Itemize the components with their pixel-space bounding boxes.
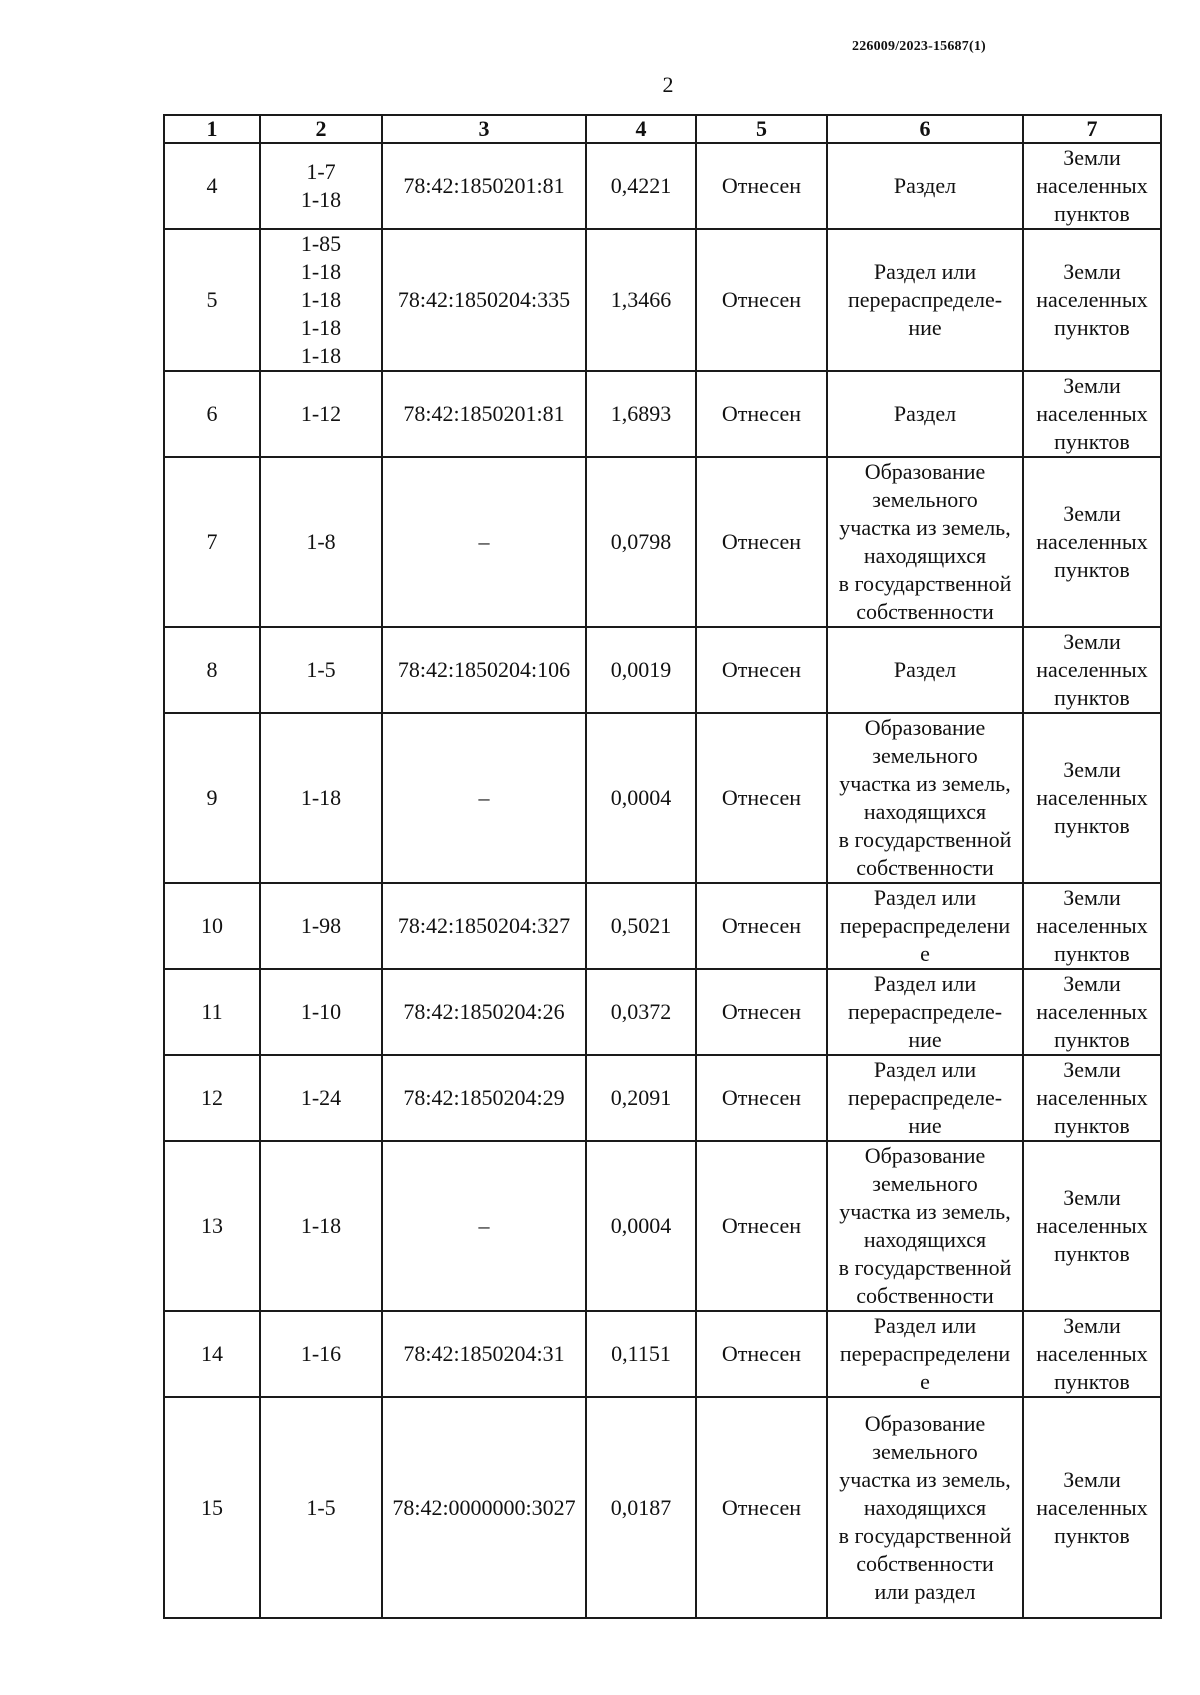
land-category-cell-line: населенных (1036, 785, 1148, 810)
formation-method-cell-line: Раздел (893, 173, 957, 198)
zone-cell (260, 883, 382, 969)
formation-method-cell-line: находящихся (863, 543, 987, 568)
row-number-cell: 15 (164, 1397, 260, 1618)
status-cell: Отнесен (696, 371, 827, 457)
land-category-cell (1023, 143, 1161, 229)
land-category-cell (1023, 969, 1161, 1055)
formation-method-cell-line: перераспределе- (847, 999, 1003, 1024)
land-category-cell-line: населенных (1036, 1341, 1148, 1366)
row-number-cell: 8 (164, 627, 260, 713)
land-category-cell-line: пунктов (1054, 1027, 1130, 1052)
cadastral-number-cell: 78:42:1850201:81 (382, 371, 586, 457)
formation-method-cell-line: ние (908, 1027, 942, 1052)
land-category-cell-line: пунктов (1054, 1522, 1130, 1548)
formation-method-cell (827, 1311, 1023, 1397)
land-category-cell (1023, 371, 1161, 457)
land-category-cell (1023, 1055, 1161, 1141)
area-cell: 1,6893 (586, 371, 696, 457)
formation-method-cell (827, 371, 1023, 457)
status-cell: Отнесен (696, 1141, 827, 1311)
land-category-cell-line: населенных (1036, 287, 1148, 312)
area-cell: 0,0187 (586, 1397, 696, 1618)
zone-cell (260, 1055, 382, 1141)
land-category-cell (1023, 229, 1161, 371)
land-category-cell-line: населенных (1036, 999, 1148, 1024)
area-cell: 0,5021 (586, 883, 696, 969)
area-cell: 0,0798 (586, 457, 696, 627)
row-number-cell: 7 (164, 457, 260, 627)
area-cell: 0,0004 (586, 1141, 696, 1311)
formation-method-cell-line: Образование (864, 715, 986, 740)
formation-method-cell (827, 713, 1023, 883)
status-cell: Отнесен (696, 143, 827, 229)
formation-method-cell (827, 457, 1023, 627)
row-number-cell: 14 (164, 1311, 260, 1397)
column-number-cell: 7 (1023, 115, 1161, 143)
zone-cell (260, 143, 382, 229)
formation-method-cell-line: находящихся (863, 1227, 987, 1252)
table-row (164, 627, 1161, 713)
table-row (164, 371, 1161, 457)
formation-method-cell (827, 143, 1023, 229)
land-category-cell-line: населенных (1036, 173, 1148, 198)
formation-method-cell-line: Раздел (893, 401, 957, 426)
formation-method-cell-line: собственности (856, 1283, 994, 1308)
area-cell: 1,3466 (586, 229, 696, 371)
land-category-cell-line: Земли (1063, 259, 1121, 284)
column-number-cell: 2 (260, 115, 382, 143)
formation-method-cell (827, 1141, 1023, 1311)
zone-cell (260, 457, 382, 627)
zone-cell-line: 1-18 (300, 785, 342, 810)
land-category-cell-line: пунктов (1054, 685, 1130, 710)
formation-method-cell (827, 1055, 1023, 1141)
land-category-cell-line: Земли (1063, 1313, 1121, 1338)
formation-method-cell-line: участка из земель, (839, 1466, 1011, 1492)
table-body (164, 115, 1161, 1618)
status-cell: Отнесен (696, 969, 827, 1055)
zone-cell (260, 627, 382, 713)
formation-method-cell-line: участка из земель, (839, 1199, 1011, 1224)
formation-method-cell-line: Раздел или (873, 259, 977, 284)
formation-method-cell-line: Раздел (893, 657, 957, 682)
cadastral-number-cell: 78:42:1850204:335 (382, 229, 586, 371)
formation-method-cell-line: собственности (856, 855, 994, 880)
row-number-cell: 4 (164, 143, 260, 229)
formation-method-cell-line: Раздел или (873, 885, 977, 910)
table-row (164, 969, 1161, 1055)
land-category-cell (1023, 1397, 1161, 1618)
row-number-cell: 10 (164, 883, 260, 969)
column-number-cell: 3 (382, 115, 586, 143)
cadastral-number-cell: 78:42:1850204:327 (382, 883, 586, 969)
land-category-cell-line: Земли (1063, 629, 1121, 654)
land-category-cell-line: населенных (1036, 1494, 1148, 1520)
formation-method-cell-line: Образование (864, 1410, 986, 1436)
land-category-cell (1023, 627, 1161, 713)
zone-cell (260, 371, 382, 457)
row-number-cell: 12 (164, 1055, 260, 1141)
document-number: 226009/2023-15687(1) (852, 39, 986, 54)
formation-method-cell-line: перераспределе- (847, 287, 1003, 312)
area-cell: 0,0004 (586, 713, 696, 883)
zone-cell-line: 1-10 (300, 999, 342, 1024)
status-cell: Отнесен (696, 713, 827, 883)
formation-method-cell-line: Раздел или (873, 1057, 977, 1082)
formation-method-cell-line: в государственной (838, 827, 1012, 852)
land-category-cell-line: населенных (1036, 657, 1148, 682)
land-category-cell-line: пунктов (1054, 201, 1130, 226)
formation-method-cell (827, 229, 1023, 371)
land-category-cell-line: Земли (1063, 757, 1121, 782)
row-number-cell: 13 (164, 1141, 260, 1311)
land-category-cell-line: населенных (1036, 1213, 1148, 1238)
zone-cell-line: 1-7 (306, 159, 336, 184)
column-number-row (164, 115, 1161, 143)
land-category-cell-line: пунктов (1054, 315, 1130, 340)
land-category-cell-line: населенных (1036, 401, 1148, 426)
status-cell: Отнесен (696, 1311, 827, 1397)
cadastral-number-cell: – (382, 457, 586, 627)
formation-method-cell-line: перераспределе- (847, 1085, 1003, 1110)
status-cell: Отнесен (696, 229, 827, 371)
land-category-cell-line: Земли (1063, 1057, 1121, 1082)
formation-method-cell-line: в государственной (838, 1255, 1012, 1280)
status-cell: Отнесен (696, 1397, 827, 1618)
zone-cell-line: 1-85 (300, 231, 342, 256)
cadastral-number-cell: – (382, 713, 586, 883)
land-category-cell-line: Земли (1063, 971, 1121, 996)
formation-method-cell-line: ние (908, 1113, 942, 1138)
formation-method-cell-line: Раздел или (873, 971, 977, 996)
land-category-cell (1023, 1311, 1161, 1397)
land-category-cell-line: Земли (1063, 885, 1121, 910)
table-row (164, 229, 1161, 371)
land-category-cell (1023, 883, 1161, 969)
zone-cell-line: 1-18 (300, 1213, 342, 1238)
status-cell: Отнесен (696, 1055, 827, 1141)
status-cell: Отнесен (696, 627, 827, 713)
zone-cell-line: 1-5 (306, 657, 336, 682)
zone-cell-line: 1-24 (300, 1085, 342, 1110)
formation-method-cell-line: Образование (864, 1143, 986, 1168)
land-category-cell (1023, 713, 1161, 883)
cadastral-number-cell: 78:42:0000000:3027 (382, 1397, 586, 1618)
land-category-cell-line: пунктов (1054, 1113, 1130, 1138)
land-category-cell-line: Земли (1063, 1185, 1121, 1210)
formation-method-cell-line: Раздел или (873, 1313, 977, 1338)
formation-method-cell-line: Образование (864, 459, 986, 484)
zone-cell (260, 1141, 382, 1311)
land-category-cell-line: пунктов (1054, 1241, 1130, 1266)
page-number: 2 (662, 72, 674, 97)
land-category-cell-line: пунктов (1054, 429, 1130, 454)
table-row (164, 1397, 1161, 1618)
zone-cell-line: 1-8 (306, 529, 336, 554)
zone-cell-line: 1-12 (300, 401, 342, 426)
land-category-cell-line: населенных (1036, 529, 1148, 554)
area-cell: 0,4221 (586, 143, 696, 229)
cadastral-number-cell: 78:42:1850204:26 (382, 969, 586, 1055)
land-category-cell-line: населенных (1036, 1085, 1148, 1110)
formation-method-cell-line: перераспределени (839, 1341, 1011, 1366)
formation-method-cell-line: земельного (872, 1171, 978, 1196)
formation-method-cell-line: земельного (872, 743, 978, 768)
formation-method-cell-line: земельного (872, 487, 978, 512)
cadastral-number-cell: 78:42:1850201:81 (382, 143, 586, 229)
formation-method-cell-line: участка из земель, (839, 771, 1011, 796)
formation-method-cell-line: перераспределени (839, 913, 1011, 938)
formation-method-cell-line: в государственной (838, 1522, 1012, 1548)
land-category-cell (1023, 1141, 1161, 1311)
land-category-cell-line: Земли (1063, 373, 1121, 398)
cadastral-number-cell: 78:42:1850204:31 (382, 1311, 586, 1397)
row-number-cell: 11 (164, 969, 260, 1055)
formation-method-cell-line: находящихся (863, 1494, 987, 1520)
area-cell: 0,2091 (586, 1055, 696, 1141)
land-plots-table (163, 114, 1162, 1619)
land-category-cell-line: пунктов (1054, 557, 1130, 582)
table-row (164, 1141, 1161, 1311)
land-category-cell-line: Земли (1063, 145, 1121, 170)
formation-method-cell-line: в государственной (838, 571, 1012, 596)
zone-cell-line: 1-18 (300, 315, 342, 340)
table-row (164, 143, 1161, 229)
zone-cell-line: 1-18 (300, 343, 342, 368)
table-row (164, 883, 1161, 969)
column-number-cell: 4 (586, 115, 696, 143)
cadastral-number-cell: – (382, 1141, 586, 1311)
formation-method-cell (827, 883, 1023, 969)
formation-method-cell-line: е (920, 941, 930, 966)
zone-cell-line: 1-18 (300, 287, 342, 312)
table-row (164, 713, 1161, 883)
zone-cell (260, 969, 382, 1055)
zone-cell (260, 713, 382, 883)
formation-method-cell-line: собственности (856, 599, 994, 624)
formation-method-cell-line: или раздел (874, 1578, 976, 1604)
table-row (164, 457, 1161, 627)
row-number-cell: 9 (164, 713, 260, 883)
formation-method-cell (827, 627, 1023, 713)
land-category-cell-line: Земли (1063, 501, 1121, 526)
land-category-cell-line: Земли (1063, 1466, 1121, 1492)
row-number-cell: 6 (164, 371, 260, 457)
zone-cell-line: 1-98 (300, 913, 342, 938)
zone-cell (260, 229, 382, 371)
formation-method-cell (827, 1397, 1023, 1618)
land-category-cell-line: пунктов (1054, 813, 1130, 838)
formation-method-cell-line: участка из земель, (839, 515, 1011, 540)
land-category-cell-line: населенных (1036, 913, 1148, 938)
formation-method-cell (827, 969, 1023, 1055)
land-category-cell-line: пунктов (1054, 941, 1130, 966)
formation-method-cell-line: е (920, 1369, 930, 1394)
area-cell: 0,0372 (586, 969, 696, 1055)
formation-method-cell-line: земельного (872, 1438, 978, 1464)
cadastral-number-cell: 78:42:1850204:106 (382, 627, 586, 713)
table-row (164, 1055, 1161, 1141)
status-cell: Отнесен (696, 457, 827, 627)
zone-cell (260, 1397, 382, 1618)
formation-method-cell-line: находящихся (863, 799, 987, 824)
zone-cell (260, 1311, 382, 1397)
cadastral-number-cell: 78:42:1850204:29 (382, 1055, 586, 1141)
row-number-cell: 5 (164, 229, 260, 371)
formation-method-cell-line: ние (908, 315, 942, 340)
area-cell: 0,1151 (586, 1311, 696, 1397)
land-category-cell (1023, 457, 1161, 627)
table-row (164, 1311, 1161, 1397)
column-number-cell: 1 (164, 115, 260, 143)
status-cell: Отнесен (696, 883, 827, 969)
formation-method-cell-line: собственности (856, 1550, 994, 1576)
zone-cell-line: 1-5 (306, 1494, 336, 1520)
zone-cell-line: 1-18 (300, 259, 342, 284)
land-category-cell-line: пунктов (1054, 1369, 1130, 1394)
zone-cell-line: 1-16 (300, 1341, 342, 1366)
area-cell: 0,0019 (586, 627, 696, 713)
zone-cell-line: 1-18 (300, 187, 342, 212)
column-number-cell: 6 (827, 115, 1023, 143)
column-number-cell: 5 (696, 115, 827, 143)
